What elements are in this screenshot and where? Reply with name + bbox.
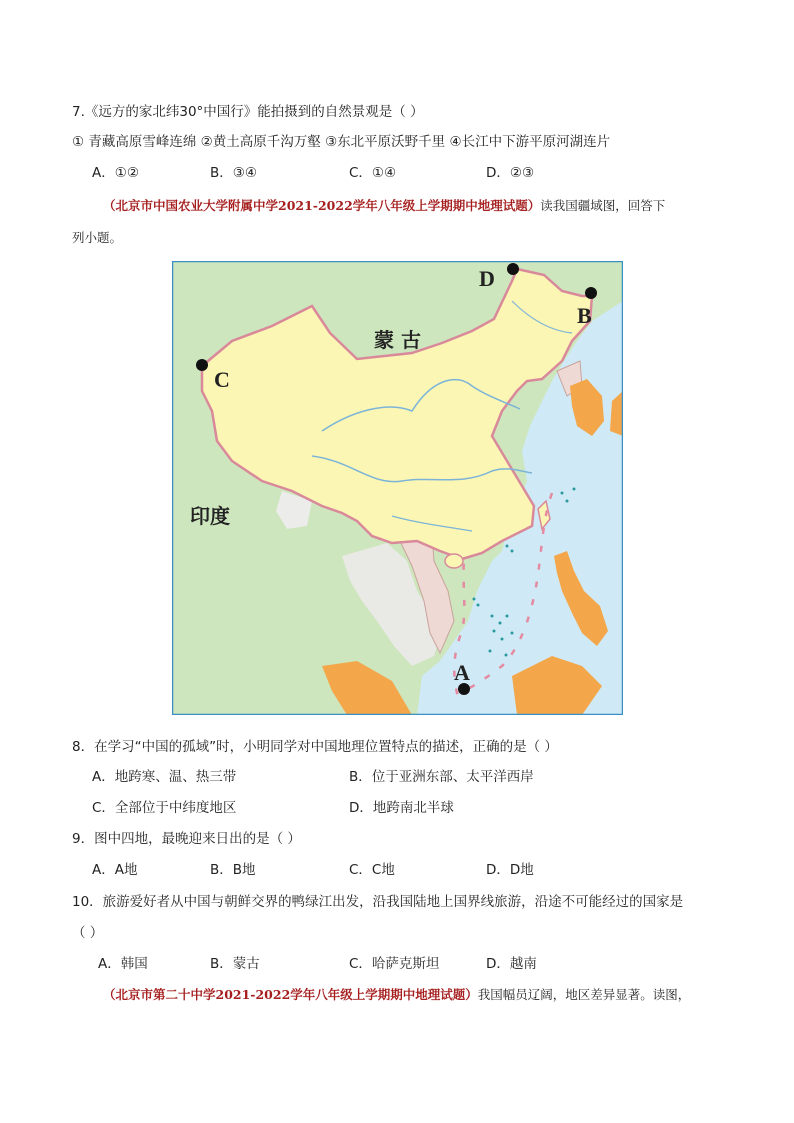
q9-option-b: B．B地: [210, 862, 256, 878]
china-territory-map: [172, 261, 623, 715]
q7-option-a: A．①②: [92, 165, 139, 181]
intro1-text2: 列小题。: [72, 230, 123, 245]
q10-stem: 10．旅游爱好者从中国与朝鲜交界的鸭绿江出发，沿我国陆地上国界线旅游，沿途不可能经过的国家是: [72, 894, 684, 910]
q10-option-a: A．韩国: [98, 956, 148, 972]
q7-option-b: B．③④: [210, 165, 257, 181]
q9-stem: 9．图中四地，最晚迎来日出的是（ ）: [72, 831, 301, 847]
map-point-d: [507, 263, 519, 275]
intro2-text: 我国幅员辽阔，地区差异显著。读图，: [477, 987, 691, 1002]
q9-option-d: D．D地: [486, 862, 534, 878]
map-point-b: [585, 287, 597, 299]
intro2: [103, 986, 690, 1004]
q9-option-c: C．C地: [349, 862, 395, 878]
map-label-b: B: [577, 303, 592, 328]
q7-items: ① 青藏高原雪峰连绵 ②黄土高原千沟万壑 ③东北平原沃野千里 ④长江中下游平原河湖连片: [72, 134, 611, 150]
intro1-source: （北京市中国农业大学附属中学2021-2022学年八年级上学期期中地理试题）: [103, 198, 541, 213]
q7-option-d: D．②③: [486, 165, 535, 181]
q10-option-d: D．越南: [486, 956, 537, 972]
intro1-text: 读我国疆域图，回答下: [540, 198, 666, 213]
q8-option-d: D．地跨南北半球: [349, 800, 454, 816]
q7-option-c: C．①④: [349, 165, 397, 181]
map-label-india: 印度: [190, 504, 230, 528]
q9-option-a: A．A地: [92, 862, 138, 878]
intro1: [103, 197, 665, 215]
map-point-c: [196, 359, 208, 371]
map-label-mongolia: 蒙 古: [374, 328, 421, 352]
q10-option-b: B．蒙古: [210, 956, 260, 972]
q8-option-c: C．全部位于中纬度地区: [92, 800, 237, 816]
map-label-d: D: [479, 266, 495, 291]
map-hainan: [445, 554, 463, 568]
q10-stem-paren: （ ）: [72, 925, 104, 941]
q8-option-a: A．地跨寒、温、热三带: [92, 769, 237, 785]
q8-option-b: B．位于亚洲东部、太平洋西岸: [349, 769, 534, 785]
q7-stem: 7.《远方的家北纬30°中国行》能拍摄到的自然景观是（ ）: [72, 104, 424, 120]
map-label-c: C: [214, 367, 230, 392]
q10-option-c: C．哈萨克斯坦: [349, 956, 440, 972]
q8-stem: 8．在学习“中国的孤域”时，小明同学对中国地理位置特点的描述，正确的是（ ）: [72, 739, 558, 755]
intro2-source: （北京市第二十中学2021-2022学年八年级上学期期中地理试题）: [103, 987, 478, 1002]
map-label-a: A: [454, 660, 470, 685]
